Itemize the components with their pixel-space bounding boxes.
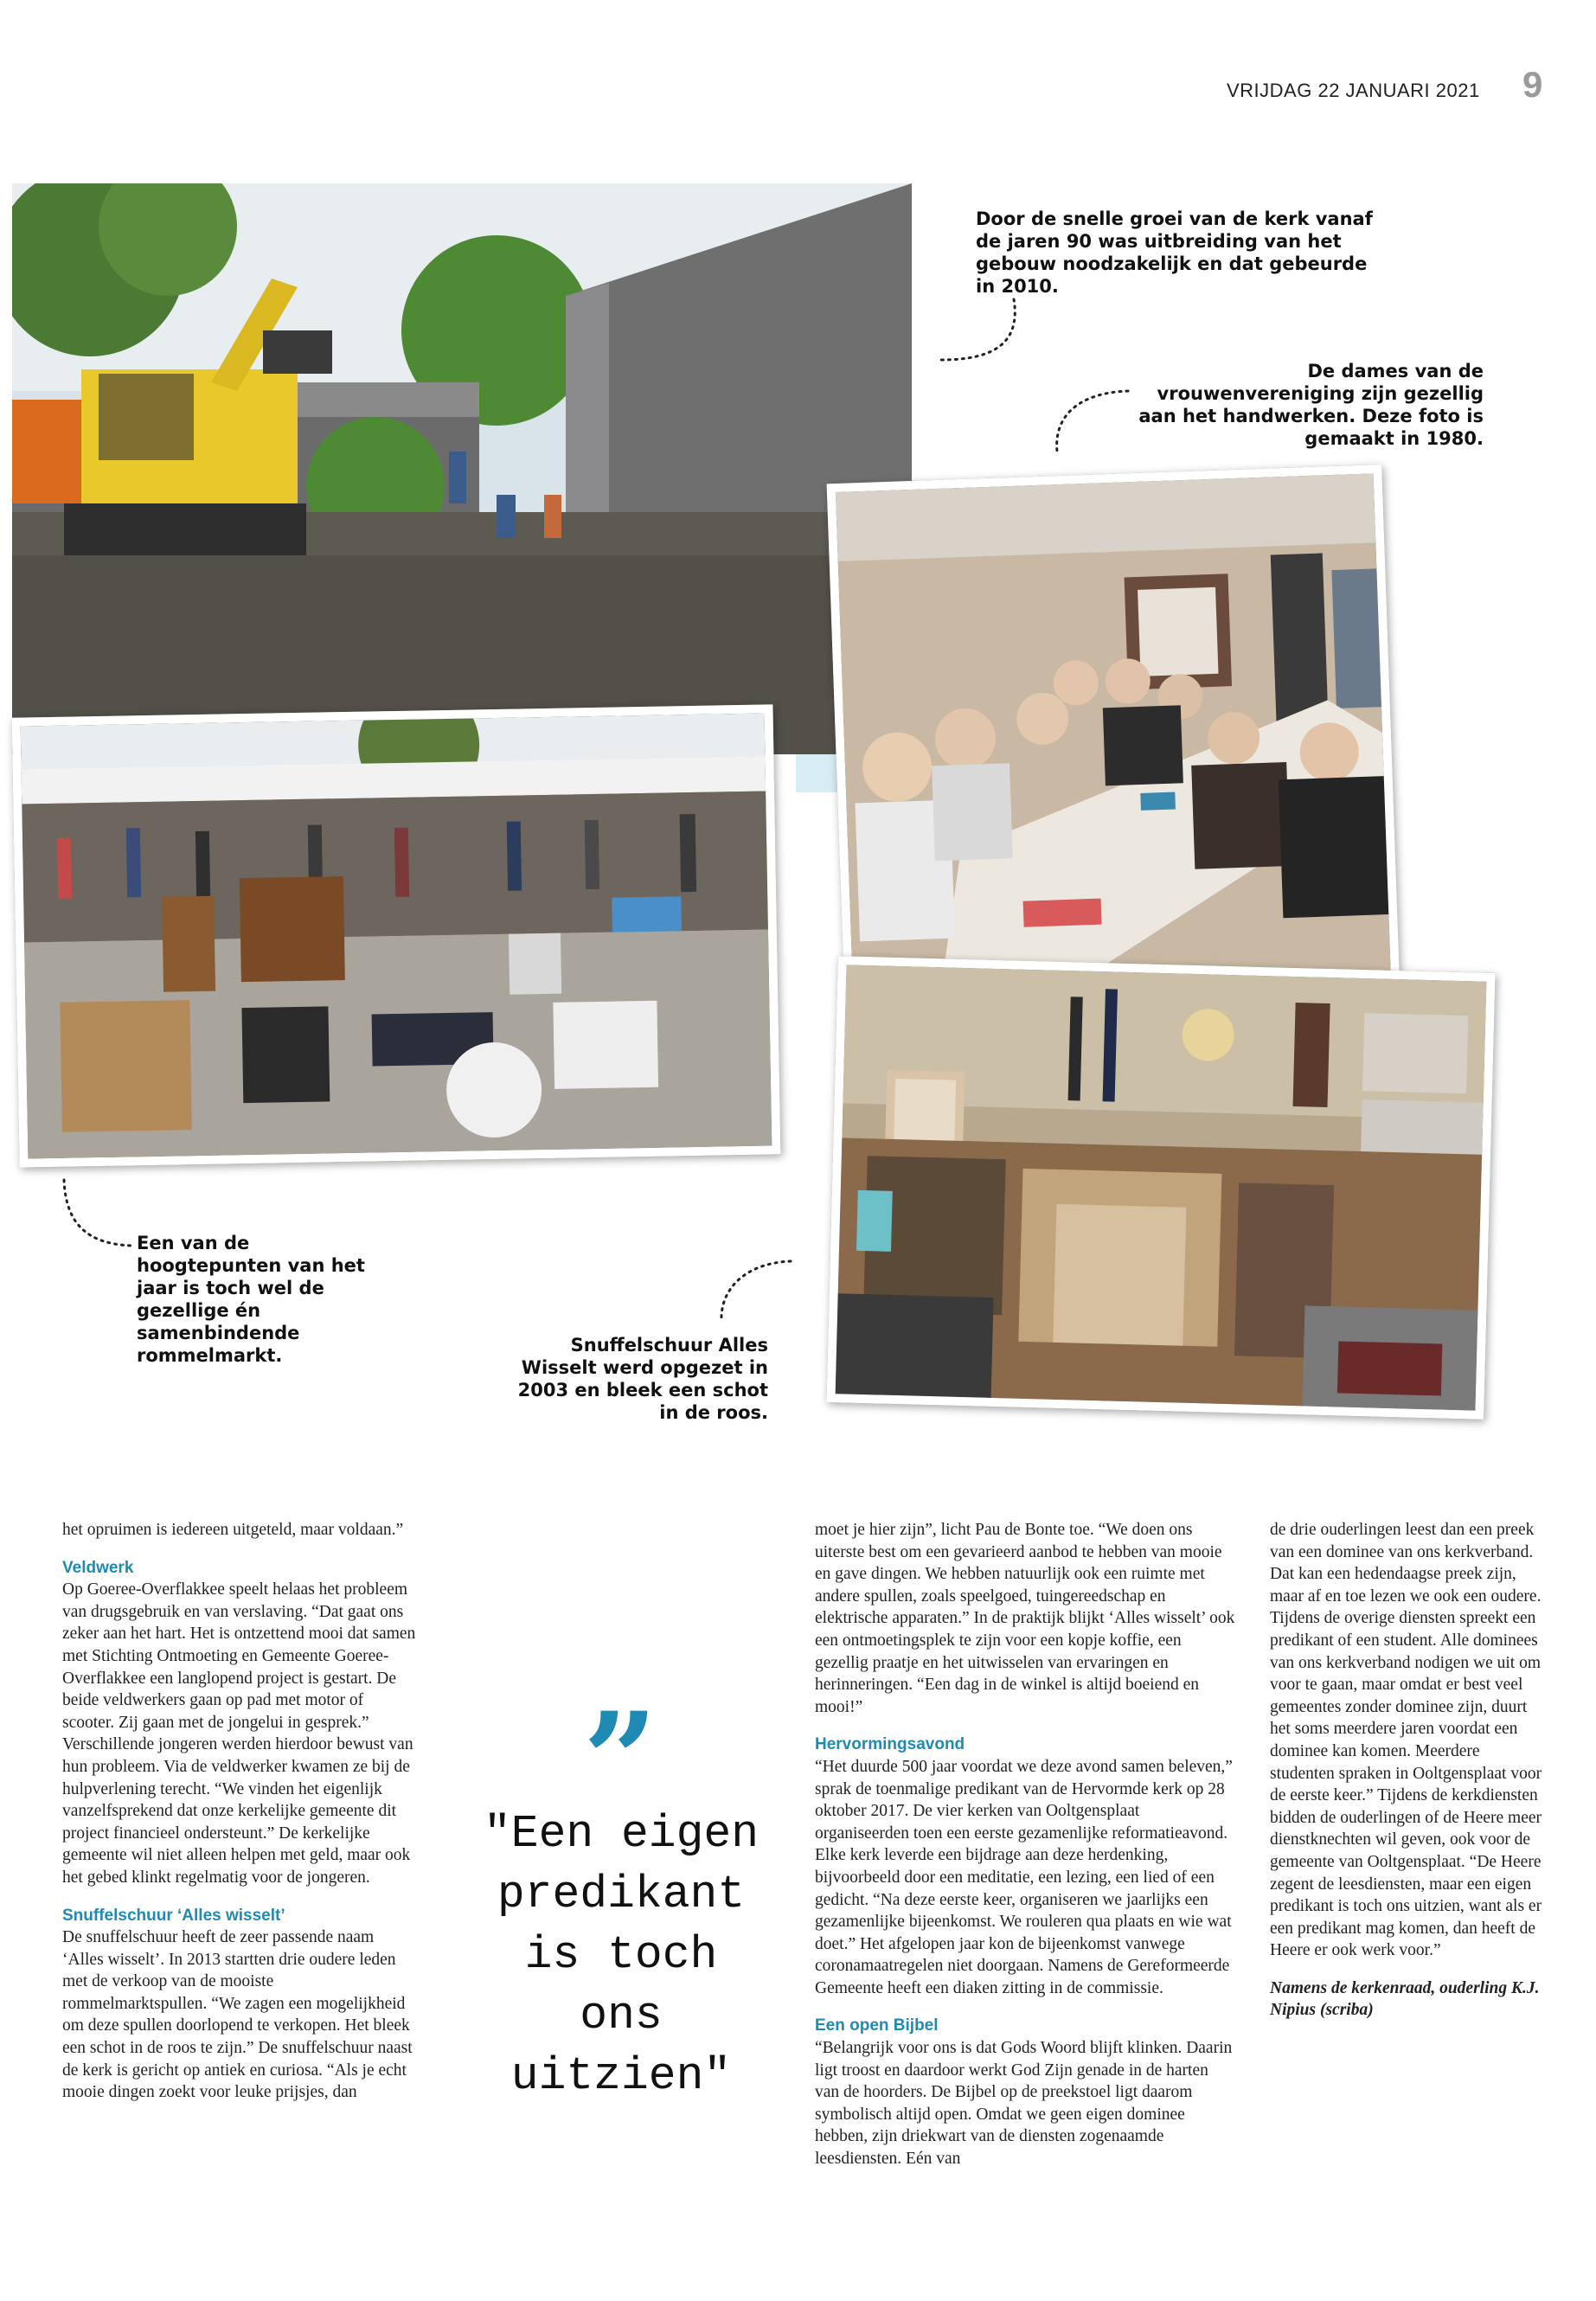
pull-quote: "Een eigen predikant is toch ons uitzien" [483, 1808, 760, 2102]
issue-date: VRIJDAG 22 JANUARI 2021 [1227, 80, 1480, 101]
subheading-snuffelschuur: Snuffelschuur ‘Alles wisselt’ [62, 1906, 285, 1925]
photo-construction [12, 183, 912, 754]
shop-image [836, 965, 1487, 1410]
subheading-veldwerk: Veldwerk [62, 1558, 134, 1577]
caption-market: Een van de hoogtepunten van het jaar is toch wel de gezellige én samenbindende rommelmarkt. [137, 1233, 365, 1366]
ladies-image [836, 473, 1391, 1000]
article-column-1 [62, 1519, 419, 2104]
subheading-open-bijbel: Een open Bijbel [815, 2016, 939, 2035]
article-column-4 [1270, 1519, 1548, 2022]
paragraph: “Het duurde 500 jaar voordat we deze avond samen beleven,” sprak de toenmalige predikant van de Hervormde kerk op 28 oktober 2017. De vier kerken van Ooltgensplaat organiseerden toen een eerste gezamenlijke reformatieavond. Elke kerk leverde een bijdrage aan deze herdenking, bijvoorbeeld door een meditatie, een lezing, een lied of een gedicht. “Na deze eerste keer, organiseren we jaarlijks een gezamenlijke bijeenkomst. We rouleren qua plaats en wie wat doet.” Het afgelopen jaar kon de bijeenkomst vanwege coronamaatregelen niet doorgaan. Namens de Gereformeerde Gemeente heeft een diaken zitting in de commissie. [815, 1757, 1233, 1997]
market-image [21, 714, 772, 1159]
caption-pointer [54, 1173, 140, 1268]
paragraph: het opruimen is iedereen uitgeteld, maar voldaan.” [62, 1521, 404, 1539]
quote-mark-icon: ” [582, 1684, 658, 1836]
caption-pointer [711, 1254, 798, 1332]
page-number: 9 [1522, 64, 1543, 105]
caption-ladies: De dames van de vrouwenvereniging zijn gezellig aan het handwerken. Deze foto is gemaakt in 1980. [1138, 361, 1484, 449]
subheading-hervormingsavond: Hervormingsavond [815, 1735, 965, 1754]
paragraph: Op Goeree-Overflakkee speelt helaas het probleem van drugsgebruik en van verslaving. “Dat gaat ons zeker aan het hart. Het is ontzettend mooi dat samen met Stichting Ontmoeting en Gemeente Goeree-Overflakkee een langlopend project is gestart. De beide veldwerkers gaan op pad met motor of scooter. Zij gaan met de jongelui in gesprek.” Verschillende jongeren werden hierdoor bewust van hun probleem. Via de veldwerker kwamen ze bij de hulpverlening terecht. “We vinden het eigenlijk vanzelfsprekend dat onze kerkelijke gemeente dit project financieel ondersteunt.” De kerkelijke gemeente wil niet alleen helpen met geld, maar ook het gebed klinkt regelmatig voor de jongeren. [62, 1580, 416, 1887]
paragraph: de drie ouderlingen leest dan een preek van een dominee van ons kerkverband. Dat kan een hedendaagse preek zijn, maar af en toe lezen we ook een oudere. Tijdens de overige diensten spreekt een predikant of een student. Alle dominees van ons kerkverband nodigen we uit om voor te gaan, maar omdat er best veel gemeentes zonder dominee zijn, duurt het soms meerdere jaren voordat een dominee kan komen. Meerdere studenten spraken in Ooltgensplaat voor de eerste keer.” Tijdens de kerkdiensten bidden de ouderlingen of de Heere meer dienstknechten wil geven, ook voor de gemeente van Ooltgensplaat. “De Heere zegent de leesdiensten, maar een eigen predikant is toch ons uitzien, want als er een predikant mag komen, dan heeft de Heere er ook werk voor.” [1270, 1521, 1542, 1960]
caption-construction: Door de snelle groei van de kerk vanaf de jaren 90 was uitbreiding van het gebouw noodzakelijk en dat gebeurde in 2010. [976, 208, 1373, 297]
article-column-3 [815, 1519, 1235, 2170]
construction-image [12, 183, 912, 754]
signature: Namens de kerkenraad, ouderling K.J. Nipius (scriba) [1270, 1978, 1540, 2020]
caption-pointer [1045, 381, 1140, 467]
photo-market [12, 704, 781, 1167]
photo-shop [826, 956, 1495, 1420]
paragraph: moet je hier zijn”, licht Pau de Bonte toe. “We doen ons uiterste best om een gevarieerd aanbod te hebben van mooie en gave dingen. We hebben natuurlijk ook een ruimte met andere spullen, zoals speelgoed, tuingereedschap en elektrische apparaten.” In de praktijk blijkt ‘Alles wisselt’ ook een ontmoetingsplek te zijn voor een kopje koffie, een gezellig praatje en het uitwisselen van ervaringen en herinneringen. “Een dag in de winkel is altijd boeiend en mooi!” [815, 1521, 1235, 1716]
paragraph: De snuffelschuur heeft de zeer passende naam ‘Alles wisselt’. In 2013 startten drie oudere leden met de verkoop van de mooiste rommelmarktspullen. “We zagen een mogelijkheid om deze spullen doorlopend te verkopen. Het bleek een schot in de roos te zijn.” De snuffelschuur naast de kerk is gericht op antiek en curiosa. “Als je echt mooie dingen zoekt voor leuke prijsjes, dan [62, 1928, 413, 2102]
caption-shop: Snuffelschuur Alles Wisselt werd opgezet in 2003 en bleek een schot in de roos. [517, 1335, 768, 1423]
photo-ladies [827, 465, 1401, 1009]
caption-pointer [934, 291, 1029, 394]
paragraph: “Belangrijk voor ons is dat Gods Woord blijft klinken. Daarin ligt troost en daardoor werkt God Zijn genade in de harten van de hoorders. De Bijbel op de preekstoel ligt daarom symbolisch altijd open. Omdat we geen eigen dominee hebben, zijn driekwart van de diensten zogenaamde leesdiensten. Eén van [815, 2039, 1233, 2169]
